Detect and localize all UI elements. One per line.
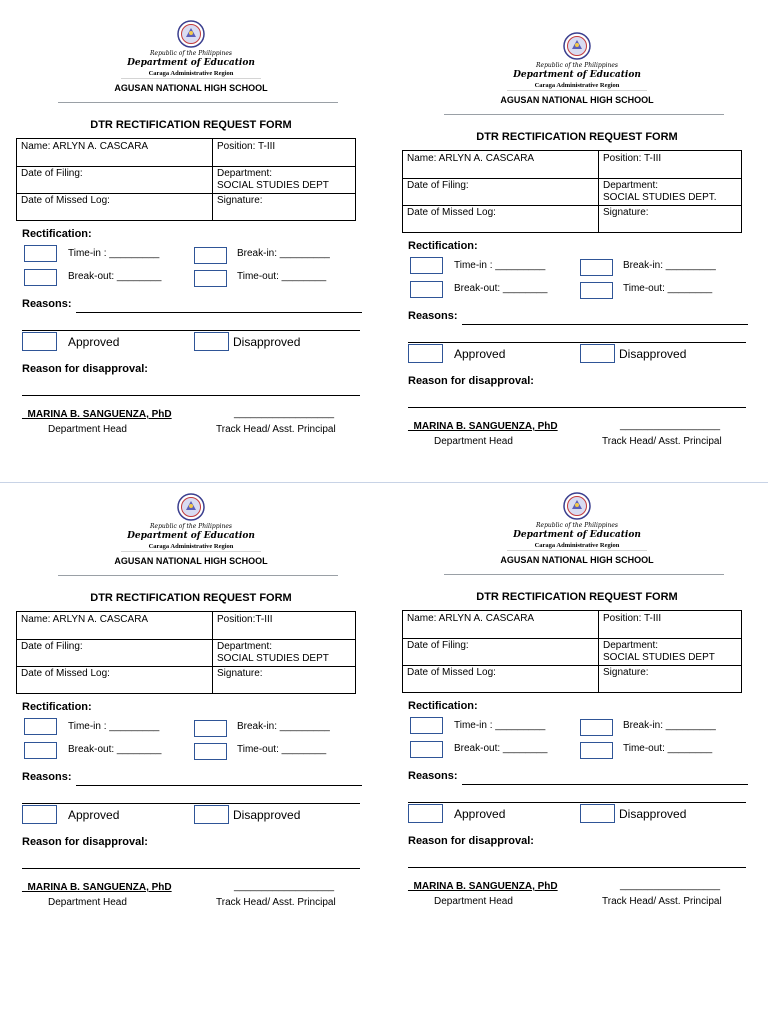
header-divider [444, 114, 724, 115]
time-in-checkbox[interactable] [410, 717, 443, 734]
break-out-checkbox[interactable] [410, 741, 443, 758]
disapproval-line[interactable] [22, 868, 360, 869]
disapproval-line[interactable] [408, 867, 746, 868]
rectification-label: Rectification: [22, 228, 92, 240]
break-in-checkbox[interactable] [580, 259, 613, 276]
form-title: DTR RECTIFICATION REQUEST FORM [90, 119, 292, 131]
department-head-label: Department Head [434, 896, 513, 907]
time-out-label: Time-out: ________ [237, 744, 327, 755]
date-of-filing-field[interactable]: Date of Filing: [21, 168, 83, 179]
time-in-label: Time-in : _________ [68, 721, 160, 732]
header-rule [507, 90, 647, 91]
time-out-checkbox[interactable] [194, 743, 227, 760]
name-field: Name: ARLYN A. CASCARA [21, 141, 149, 152]
school-name: AGUSAN NATIONAL HIGH SCHOOL [114, 83, 268, 93]
department-value: SOCIAL STUDIES DEPT [217, 180, 329, 191]
reason-for-disapproval-label: Reason for disapproval: [408, 835, 534, 847]
approved-label: Approved [68, 808, 120, 822]
break-in-checkbox[interactable] [194, 720, 227, 737]
name-field: Name: ARLYN A. CASCARA [407, 153, 535, 164]
time-in-checkbox[interactable] [410, 257, 443, 274]
rectification-label: Rectification: [408, 240, 478, 252]
department-label: Department: [217, 168, 273, 179]
date-of-filing-field[interactable]: Date of Filing: [407, 180, 469, 191]
department-name: Department of Education [127, 58, 255, 68]
approved-checkbox[interactable] [22, 805, 57, 824]
track-head-label: Track Head/ Asst. Principal [216, 424, 336, 435]
signature-field[interactable]: Signature: [603, 667, 649, 678]
reason-for-disapproval-label: Reason for disapproval: [22, 836, 148, 848]
break-out-label: Break-out: ________ [68, 271, 162, 282]
header-divider [58, 102, 338, 103]
rectification-label: Rectification: [22, 701, 92, 713]
rectification-label: Rectification: [408, 700, 478, 712]
break-in-label: Break-in: _________ [623, 720, 716, 731]
region-name: Caraga Administrative Region [148, 70, 234, 77]
position-field: Position: T-III [217, 141, 276, 152]
time-out-label: Time-out: ________ [623, 743, 713, 754]
header-rule [121, 78, 261, 79]
name-field: Name: ARLYN A. CASCARA [407, 613, 535, 624]
track-head-label: Track Head/ Asst. Principal [602, 896, 722, 907]
department-value: SOCIAL STUDIES DEPT [603, 652, 715, 663]
info-table [16, 138, 356, 221]
reasons-label: Reasons: [22, 298, 72, 310]
reasons-line-2[interactable] [22, 803, 360, 804]
page-divider [0, 482, 768, 483]
disapproved-label: Disapproved [233, 335, 301, 349]
signature-blank[interactable]: __________________ [234, 881, 335, 892]
header-divider [444, 574, 724, 575]
reasons-line-2[interactable] [408, 802, 746, 803]
break-in-label: Break-in: _________ [623, 260, 716, 271]
reasons-label: Reasons: [408, 770, 458, 782]
disapproved-checkbox[interactable] [194, 805, 229, 824]
approved-checkbox[interactable] [408, 804, 443, 823]
disapproval-line[interactable] [408, 407, 746, 408]
time-in-label: Time-in : _________ [68, 248, 160, 259]
dtr-form-3 [16, 493, 366, 933]
signature-blank[interactable]: __________________ [620, 420, 721, 431]
department-head-label: Department Head [48, 897, 127, 908]
region-name: Caraga Administrative Region [148, 543, 234, 550]
department-name: Department of Education [513, 70, 641, 80]
position-field: Position:T-III [217, 614, 273, 625]
time-in-checkbox[interactable] [24, 718, 57, 735]
reasons-line-1[interactable] [76, 785, 362, 786]
approved-checkbox[interactable] [408, 344, 443, 363]
break-in-label: Break-in: _________ [237, 248, 330, 259]
approved-label: Approved [68, 335, 120, 349]
signatory-name: _MARINA B. SANGUENZA, PhD [408, 881, 558, 892]
reasons-line-2[interactable] [22, 330, 360, 331]
form-title: DTR RECTIFICATION REQUEST FORM [90, 592, 292, 604]
school-name: AGUSAN NATIONAL HIGH SCHOOL [500, 555, 654, 565]
header-divider [58, 575, 338, 576]
region-name: Caraga Administrative Region [534, 82, 620, 89]
department-value: SOCIAL STUDIES DEPT. [603, 192, 717, 203]
signatory-name: _MARINA B. SANGUENZA, PhD [22, 882, 172, 893]
school-name: AGUSAN NATIONAL HIGH SCHOOL [114, 556, 268, 566]
break-out-checkbox[interactable] [24, 742, 57, 759]
signatory-name: _MARINA B. SANGUENZA, PhD [22, 409, 172, 420]
reason-for-disapproval-label: Reason for disapproval: [408, 375, 534, 387]
reasons-line-2[interactable] [408, 342, 746, 343]
date-of-filing-field[interactable]: Date of Filing: [21, 641, 83, 652]
time-in-label: Time-in : _________ [454, 260, 546, 271]
department-label: Department: [603, 640, 659, 651]
school-name: AGUSAN NATIONAL HIGH SCHOOL [500, 95, 654, 105]
deped-seal-icon [177, 20, 205, 48]
disapproved-label: Disapproved [619, 807, 687, 821]
disapproved-checkbox[interactable] [194, 332, 229, 351]
signature-blank[interactable]: __________________ [234, 408, 335, 419]
signature-field[interactable]: Signature: [217, 668, 263, 679]
time-out-checkbox[interactable] [194, 270, 227, 287]
reasons-label: Reasons: [408, 310, 458, 322]
position-field: Position: T-III [603, 153, 662, 164]
name-field: Name: ARLYN A. CASCARA [21, 614, 149, 625]
time-in-checkbox[interactable] [24, 245, 57, 262]
department-value: SOCIAL STUDIES DEPT [217, 653, 329, 664]
deped-seal-icon [177, 493, 205, 521]
reasons-label: Reasons: [22, 771, 72, 783]
info-table [402, 150, 742, 233]
date-of-missed-log-field[interactable]: Date of Missed Log: [21, 668, 110, 679]
info-table [16, 611, 356, 694]
break-out-label: Break-out: ________ [454, 283, 548, 294]
date-of-missed-log-field[interactable]: Date of Missed Log: [407, 207, 496, 218]
deped-seal-icon [563, 492, 591, 520]
break-in-checkbox[interactable] [194, 247, 227, 264]
track-head-label: Track Head/ Asst. Principal [216, 897, 336, 908]
time-out-checkbox[interactable] [580, 742, 613, 759]
approved-label: Approved [454, 807, 506, 821]
disapproved-checkbox[interactable] [580, 804, 615, 823]
department-head-label: Department Head [434, 436, 513, 447]
department-label: Department: [217, 641, 273, 652]
reasons-line-1[interactable] [76, 312, 362, 313]
republic-text: Republic of the Philippines [150, 523, 232, 530]
deped-seal-icon [563, 32, 591, 60]
region-name: Caraga Administrative Region [534, 542, 620, 549]
info-table [402, 610, 742, 693]
department-label: Department: [603, 180, 659, 191]
form-title: DTR RECTIFICATION REQUEST FORM [476, 591, 678, 603]
break-in-checkbox[interactable] [580, 719, 613, 736]
position-field: Position: T-III [603, 613, 662, 624]
department-head-label: Department Head [48, 424, 127, 435]
break-in-label: Break-in: _________ [237, 721, 330, 732]
time-in-label: Time-in : _________ [454, 720, 546, 731]
time-out-checkbox[interactable] [580, 282, 613, 299]
break-out-label: Break-out: ________ [454, 743, 548, 754]
break-out-label: Break-out: ________ [68, 744, 162, 755]
reason-for-disapproval-label: Reason for disapproval: [22, 363, 148, 375]
signature-blank[interactable]: __________________ [620, 880, 721, 891]
signature-field[interactable]: Signature: [217, 195, 263, 206]
signature-field[interactable]: Signature: [603, 207, 649, 218]
date-of-missed-log-field[interactable]: Date of Missed Log: [407, 667, 496, 678]
disapproval-line[interactable] [22, 395, 360, 396]
break-out-checkbox[interactable] [24, 269, 57, 286]
dtr-form-1 [16, 20, 366, 460]
track-head-label: Track Head/ Asst. Principal [602, 436, 722, 447]
dtr-form-4 [402, 492, 752, 932]
republic-text: Republic of the Philippines [536, 522, 618, 529]
header-rule [507, 550, 647, 551]
republic-text: Republic of the Philippines [150, 50, 232, 57]
approved-label: Approved [454, 347, 506, 361]
date-of-filing-field[interactable]: Date of Filing: [407, 640, 469, 651]
header-rule [121, 551, 261, 552]
reasons-line-1[interactable] [462, 784, 748, 785]
approved-checkbox[interactable] [22, 332, 57, 351]
reasons-line-1[interactable] [462, 324, 748, 325]
disapproved-label: Disapproved [233, 808, 301, 822]
disapproved-checkbox[interactable] [580, 344, 615, 363]
disapproved-label: Disapproved [619, 347, 687, 361]
dtr-form-2 [402, 32, 752, 472]
department-name: Department of Education [127, 531, 255, 541]
date-of-missed-log-field[interactable]: Date of Missed Log: [21, 195, 110, 206]
form-title: DTR RECTIFICATION REQUEST FORM [476, 131, 678, 143]
time-out-label: Time-out: ________ [237, 271, 327, 282]
break-out-checkbox[interactable] [410, 281, 443, 298]
republic-text: Republic of the Philippines [536, 62, 618, 69]
signatory-name: _MARINA B. SANGUENZA, PhD [408, 421, 558, 432]
time-out-label: Time-out: ________ [623, 283, 713, 294]
department-name: Department of Education [513, 530, 641, 540]
